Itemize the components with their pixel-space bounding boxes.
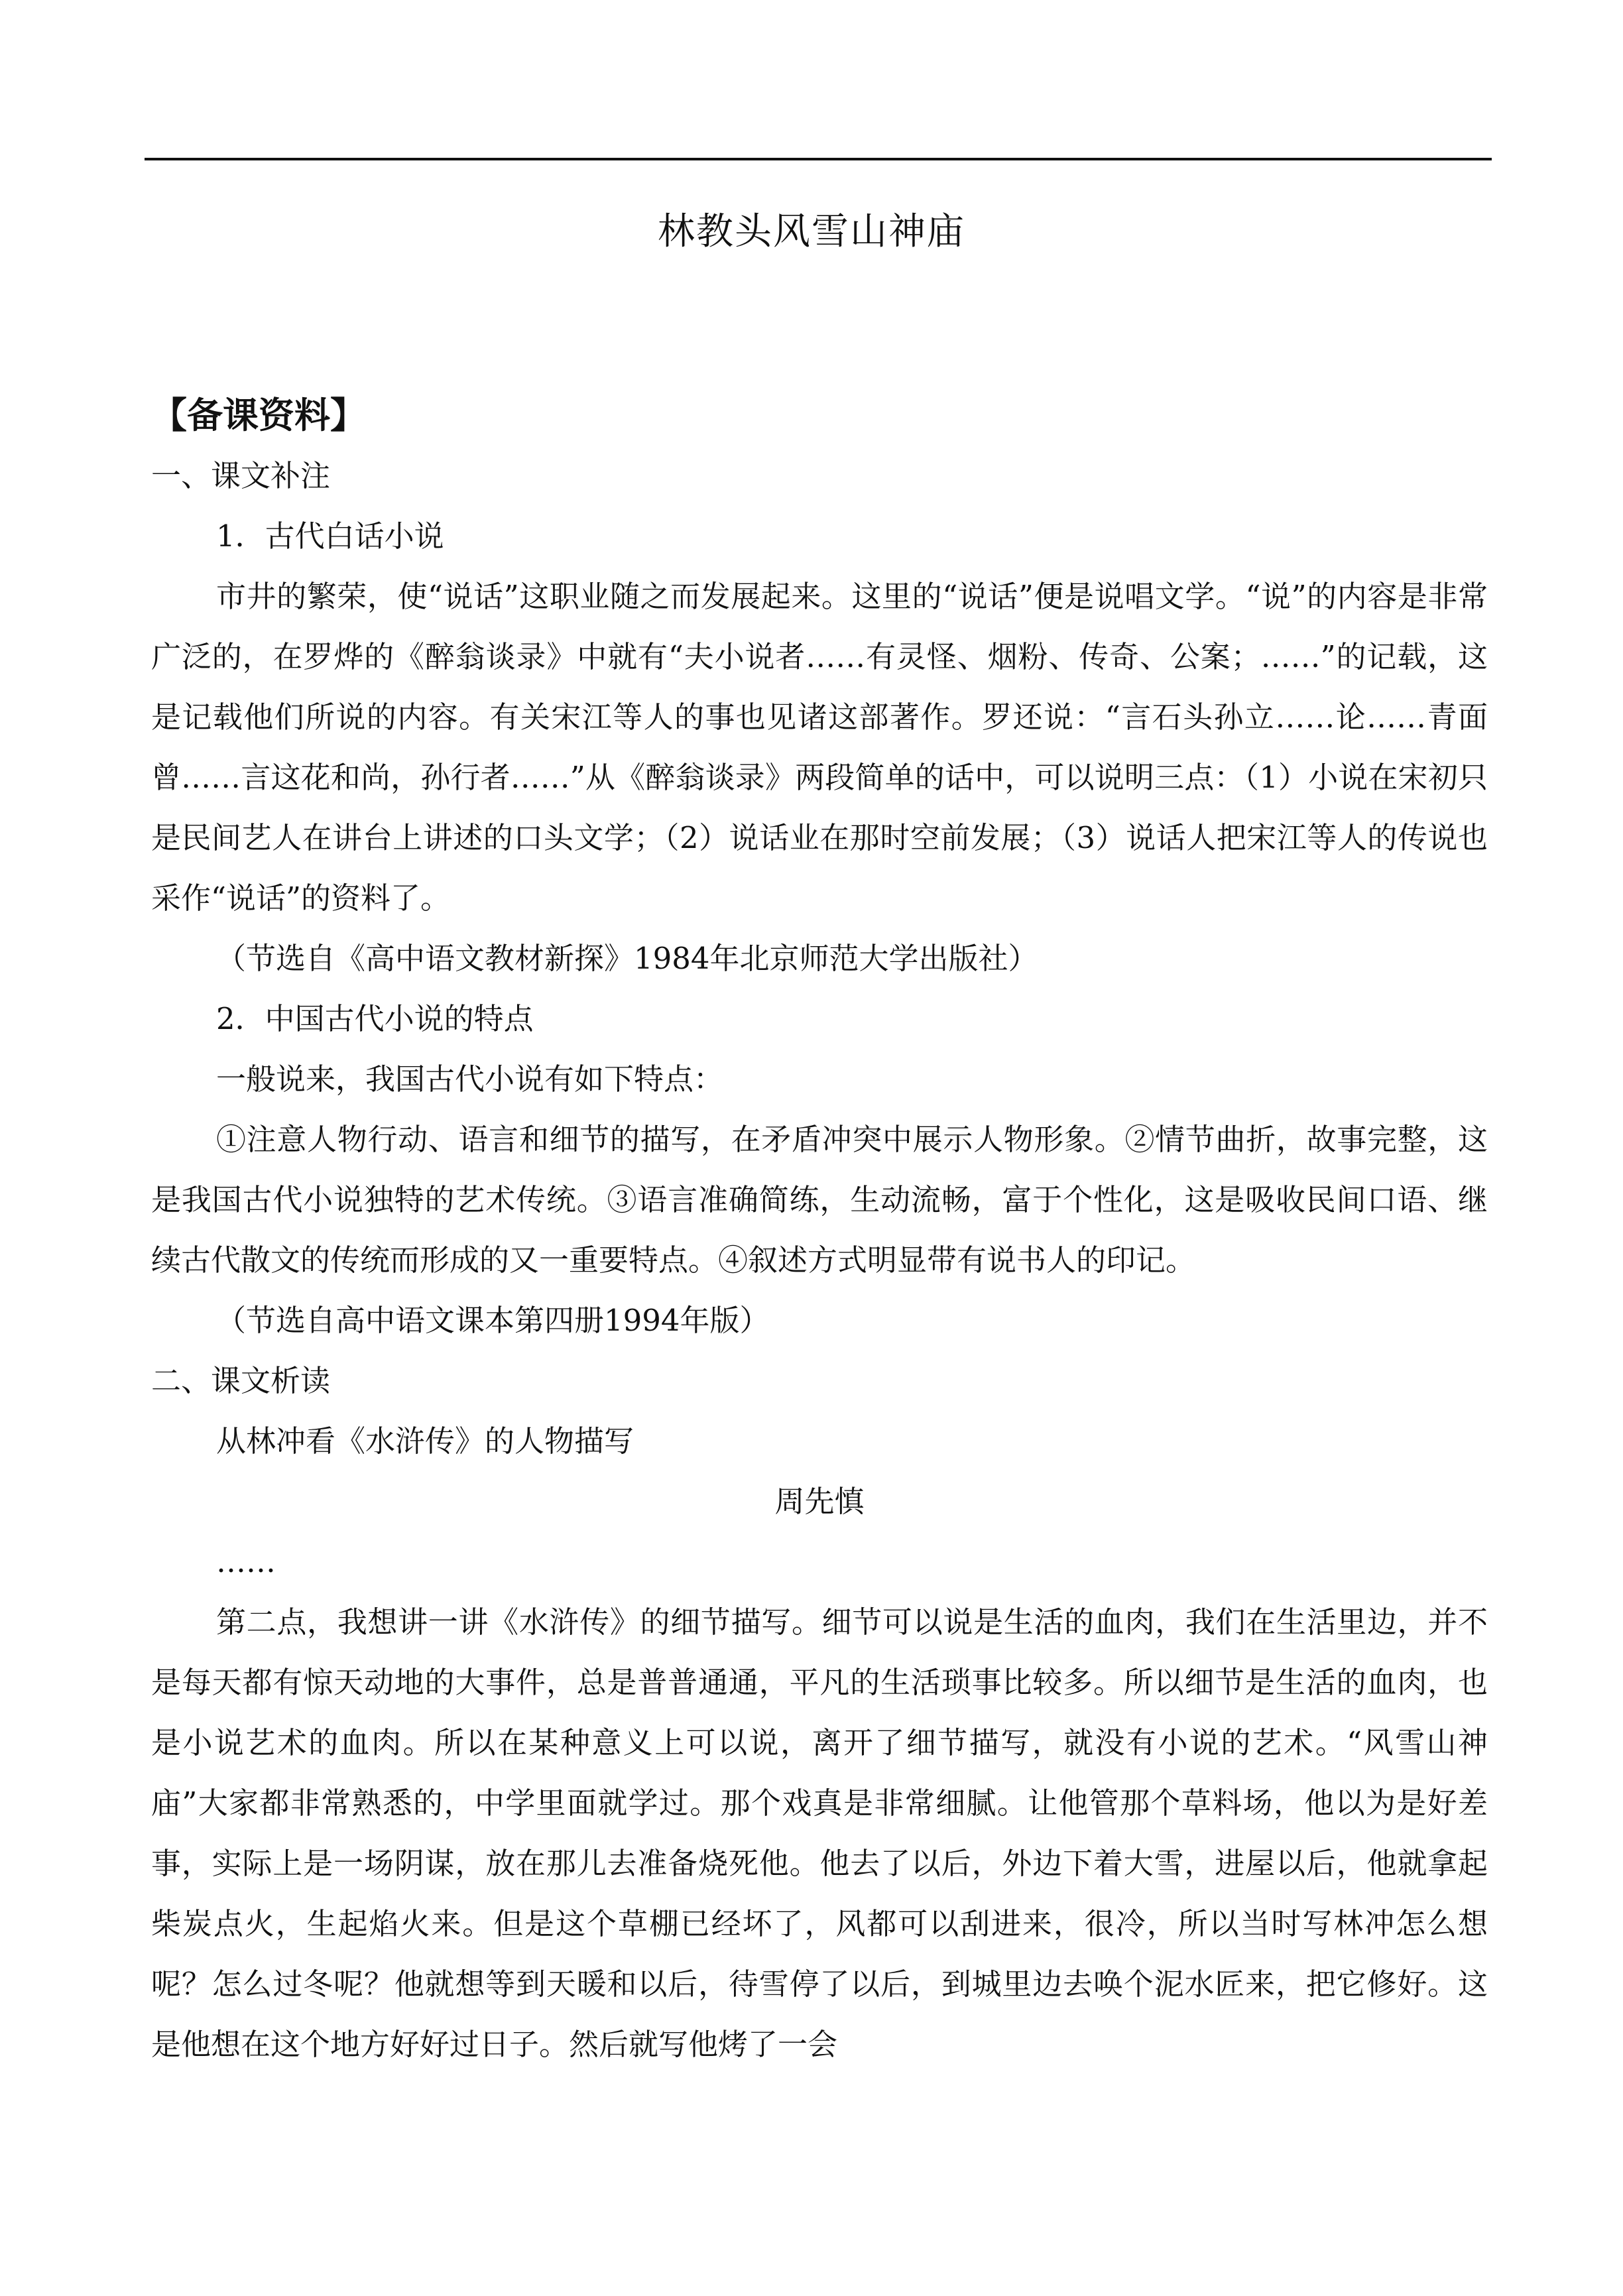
sub2-paragraph: ①注意人物行动、语言和细节的描写，在矛盾冲突中展示人物形象。②情节曲折，故事完整，这是我国古代小说独特的艺术传统。③语言准确简练，生动流畅，富于个性化，这是吸收民间口语、继续古代散文的传统而形成的又一重要特点。④叙述方式明显带有说书人的印记。 [151, 1122, 1488, 1278]
sub2-source: （节选自高中语文课本第四册1994年版） [216, 1303, 770, 1338]
sub1-source: （节选自《高中语文教材新探》1984年北京师范大学出版社） [216, 941, 1038, 976]
article-author: 周先慎 [774, 1484, 865, 1519]
sub2-intro: 一般说来，我国古代小说有如下特点： [216, 1061, 724, 1097]
article-title: 从林冲看《水浒传》的人物描写 [216, 1423, 634, 1459]
sub1-paragraph: 市井的繁荣，使“说话”这职业随之而发展起来。这里的“说话”便是说唱文学。“说”的内容是非常广泛的，在罗烨的《醉翁谈录》中就有“夫小说者……有灵怪、烟粉、传奇、公案；……”的记载，这是记载他们所说的内容。有关宋江等人的事也见诸这部著作。罗还说：“言石头孙立……论……青面曾……言这花和尚，孙行者……”从《醉翁谈录》两段简单的话中，可以说明三点：（1）小说在宋初只是民间艺人在讲台上讲述的口头文学；（2）说话业在那时空前发展；（3）说话人把宋江等人的传说也采作“说话”的资料了。 [151, 579, 1488, 916]
article-paragraph: 第二点，我想讲一讲《水浒传》的细节描写。细节可以说是生活的血肉，我们在生活里边，并不是每天都有惊天动地的大事件，总是普普通通，平凡的生活琐事比较多。所以细节是生活的血肉，也是小说艺术的血肉。所以在某种意义上可以说，离开了细节描写，就没有小说的艺术。“风雪山神庙”大家都非常熟悉的，中学里面就学过。那个戏真是非常细腻。让他管那个草料场，他以为是好差事，实际上是一场阴谋，放在那儿去准备烧死他。他去了以后，外边下着大雪，进屋以后，他就拿起柴炭点火，生起焰火来。但是这个草棚已经坏了，风都可以刮进来，很冷，所以当时写林冲怎么想呢？怎么过冬呢？他就想等到天暖和以后，待雪停了以后，到城里边去唤个泥水匠来，把它修好。这是他想在这个地方好好过日子。然后就写他烤了一会 [151, 1604, 1488, 2062]
document-body [151, 385, 1488, 2075]
header-rule [145, 158, 1492, 160]
part2-heading: 二、课文析读 [151, 1363, 331, 1398]
sub2-heading: 2．中国古代小说的特点 [216, 1001, 534, 1036]
section-heading: 【备课资料】 [151, 394, 366, 436]
document-title: 林教头风雪山神庙 [658, 210, 965, 253]
sub1-heading: 1．古代白话小说 [216, 518, 444, 554]
part1-heading: 一、课文补注 [151, 458, 331, 493]
ellipsis: …… [216, 1544, 276, 1579]
